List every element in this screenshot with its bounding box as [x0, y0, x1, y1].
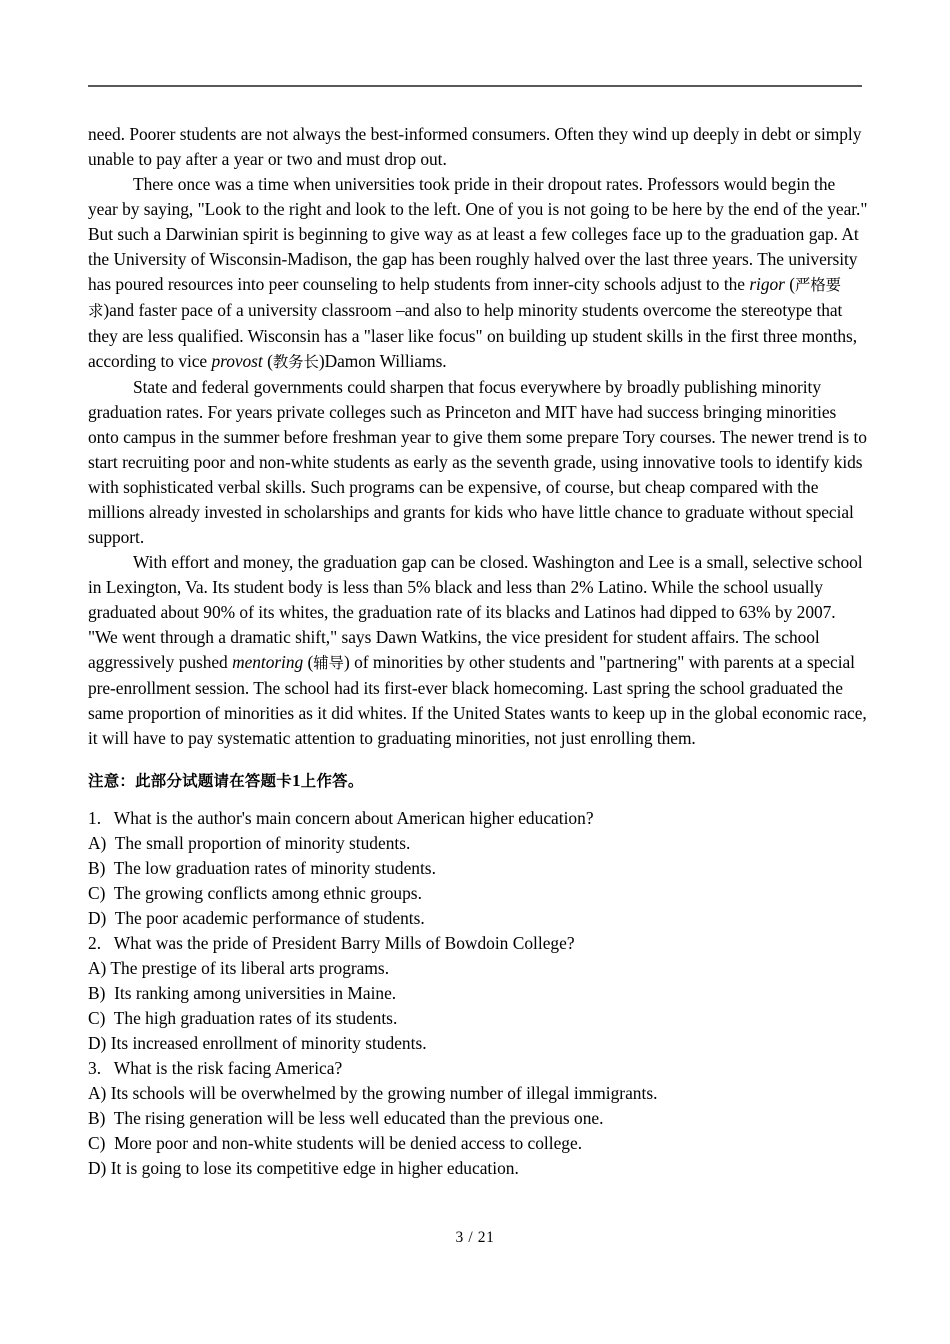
answer-option[interactable] — [88, 1156, 868, 1181]
option-label: C) — [88, 1133, 115, 1153]
passage-text: With effort and money, the graduation gap can be closed. Washington and Lee is a small, selective school in Lexington, Va. Its student body is less than 5% black and less than 2% Latino. While the school usually graduated about 90% of its whites, the graduation rate of its blacks and Latinos had dipped to 63% by 2007. "We went through a dramatic shift," says Dawn Watkins, the vice president for student affairs. The school aggressively pushed — [88, 552, 863, 672]
notice-prefix: 注意：此部分试题请在答题卡 — [88, 772, 292, 790]
option-label: A) — [88, 1083, 111, 1103]
question-prompt — [88, 931, 868, 956]
question-prompt — [88, 1056, 868, 1081]
question-number: 3. — [88, 1058, 114, 1078]
notice-suffix: 上作答。 — [300, 772, 364, 790]
question-prompt — [88, 806, 868, 831]
passage-text: ( — [784, 274, 795, 294]
reading-passage — [88, 122, 868, 751]
question-number: 2. — [88, 933, 114, 953]
passage-paragraph — [88, 550, 868, 751]
answer-option[interactable] — [88, 1031, 868, 1056]
page-content — [88, 122, 868, 1181]
option-text: The prestige of its liberal arts programs. — [110, 958, 390, 978]
option-label: A) — [88, 958, 111, 978]
passage-text: )and faster pace of a university classroom –and also to help minority students overcome the stereotype that they are less qualified. Wisconsin has a "laser like focus" on building up student skills in the first three months, according to vice — [88, 300, 858, 371]
option-label: D) — [88, 908, 115, 928]
passage-text: State and federal governments could sharpen that focus everywhere by broadly publishing minority graduation rates. For years private colleges such as Princeton and MIT have had success bringing minorities onto campus in the summer before freshman year to give them some prepare Tory courses. The newer trend is to start recruiting poor and non-white students as early as the seventh grade, using innovative tools to identify kids with sophisticated verbal skills. Such programs can be expensive, of course, but cheap compared with the millions already invested in scholarships and grants for kids who have little chance to graduate without special support. — [88, 377, 867, 547]
questions-section — [88, 794, 868, 1181]
option-text: The small proportion of minority students. — [114, 833, 411, 853]
answer-option[interactable] — [88, 981, 868, 1006]
question-number: 1. — [88, 808, 114, 828]
passage-text: )Damon Williams. — [318, 351, 447, 371]
passage-paragraph — [88, 172, 868, 375]
notice-heading — [88, 751, 868, 794]
option-text: Its increased enrollment of minority students. — [110, 1033, 427, 1053]
question-text: What is the author's main concern about American higher education? — [113, 808, 594, 828]
italic-term: rigor — [749, 274, 785, 294]
page-footer: 3 / 21 — [455, 1229, 495, 1246]
answer-option[interactable] — [88, 881, 868, 906]
passage-text: need. Poorer students are not always the best-informed consumers. Often they wind up deeply in debt or simply unable to pay after a year or two and must drop out. — [88, 124, 862, 169]
passage-paragraph — [88, 375, 868, 550]
passage-text: There once was a time when universities took pride in their dropout rates. Professors would begin the year by saying, "Look to the right and look to the left. One of you is not going to be here by the end of the year." But such a Darwinian spirit is beginning to give way as at least a few colleges face up to the graduation gap. At the University of Wisconsin-Madison, the gap has been roughly halved over the last three years. The university has poured resources into peer counseling to help students from inner-city schools adjust to the — [88, 174, 868, 294]
question-text: What was the pride of President Barry Mills of Bowdoin College? — [113, 933, 575, 953]
option-text: More poor and non-white students will be denied access to college. — [114, 1133, 583, 1153]
option-label: D) — [88, 1033, 111, 1053]
passage-text: ( — [262, 351, 273, 371]
option-text: The poor academic performance of students. — [114, 908, 425, 928]
passage-text: ) of minorities by other students and "partnering" with parents at a special pre-enrollment session. The school had its first-ever black homecoming. Last spring the school graduated the same proportion of minorities as it did whites. If the United States wants to keep up in the global economic race, it will have to pay systematic attention to graduating minorities, not just enrolling them. — [88, 652, 867, 748]
answer-option[interactable] — [88, 1081, 868, 1106]
option-text: The low graduation rates of minority students. — [113, 858, 436, 878]
passage-paragraph — [88, 122, 868, 172]
passage-text: ( — [303, 652, 314, 672]
italic-term: mentoring — [232, 652, 304, 672]
option-label: D) — [88, 1158, 111, 1178]
option-label: B) — [88, 983, 115, 1003]
italic-term: provost — [211, 351, 263, 371]
header-rule — [88, 85, 862, 87]
answer-option[interactable] — [88, 906, 868, 931]
option-text: Its ranking among universities in Maine. — [114, 983, 397, 1003]
option-label: C) — [88, 883, 114, 903]
chinese-gloss: 严格要求 — [88, 276, 842, 320]
option-label: B) — [88, 1108, 114, 1128]
option-label: B) — [88, 858, 114, 878]
option-label: A) — [88, 833, 115, 853]
answer-option[interactable] — [88, 956, 868, 981]
option-text: The rising generation will be less well educated than the previous one. — [113, 1108, 604, 1128]
answer-option[interactable] — [88, 856, 868, 881]
option-text: The growing conflicts among ethnic groups. — [113, 883, 422, 903]
notice-card-number: 1 — [291, 771, 301, 790]
answer-option[interactable] — [88, 831, 868, 856]
option-text: Its schools will be overwhelmed by the growing number of illegal immigrants. — [110, 1083, 658, 1103]
answer-option[interactable] — [88, 1131, 868, 1156]
chinese-gloss: 教务长 — [272, 353, 319, 371]
answer-option[interactable] — [88, 1006, 868, 1031]
option-text: It is going to lose its competitive edge in higher education. — [110, 1158, 519, 1178]
answer-option[interactable] — [88, 1106, 868, 1131]
chinese-gloss: 辅导 — [313, 654, 344, 672]
option-text: The high graduation rates of its students. — [113, 1008, 398, 1028]
question-text: What is the risk facing America? — [113, 1058, 343, 1078]
option-label: C) — [88, 1008, 114, 1028]
